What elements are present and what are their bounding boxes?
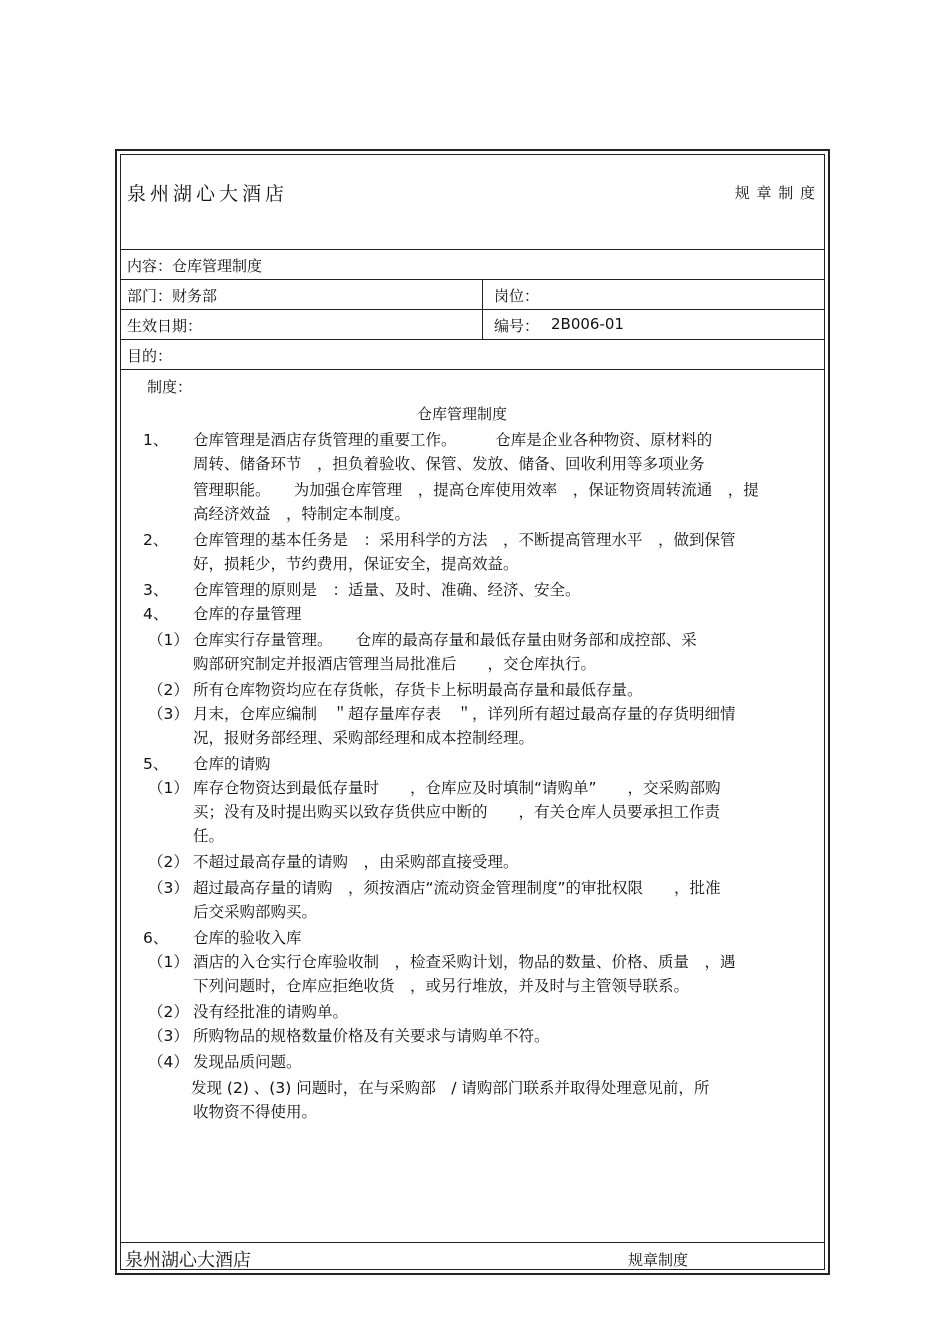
footer-hotel-name: 泉州湖心大酒店 <box>125 1250 251 1271</box>
body-text-line: 不超过最高存量的请购 ，由采购部直接受理。 <box>193 853 519 871</box>
footer-doc-type: 规章制度 <box>628 1251 689 1269</box>
body-text-line: 好，损耗少，节约费用，保证安全，提高效益。 <box>193 555 519 573</box>
date-row <box>121 310 824 340</box>
body-text-line: 发现品质问题。 <box>193 1053 302 1071</box>
system-title: 仓库管理制度 <box>417 405 508 423</box>
item-number: （1） <box>148 779 189 797</box>
body-text-line: 周转、储备环节 ，担负着验收、保管、发放、储备、回收利用等多项业务 <box>193 455 705 473</box>
item-number: （3） <box>148 879 189 897</box>
header-row <box>121 155 824 250</box>
body-text-line: 仓库管理是酒店存货管理的重要工作。 仓库是企业各种物资、原材料的 <box>193 431 713 449</box>
system-body <box>121 370 824 1243</box>
body-text-line: 购部研究制定并报酒店管理当局批准后 ，交仓库执行。 <box>193 655 597 673</box>
body-text-line: 仓库管理的原则是 ：适量、及时、准确、经济、安全。 <box>193 581 581 599</box>
item-number: 3、 <box>143 581 169 599</box>
item-number: 2、 <box>143 531 169 549</box>
footer-row <box>121 1243 824 1273</box>
body-text-line: 收物资不得使用。 <box>193 1103 318 1121</box>
column-divider <box>482 280 483 310</box>
column-divider <box>482 310 483 340</box>
body-text-line: 没有经批准的请购单。 <box>193 1003 349 1021</box>
body-text-line: 下列问题时，仓库应拒绝收货 ，或另行堆放，并及时与主管领导联系。 <box>193 977 690 995</box>
item-number: 1、 <box>143 431 169 449</box>
content-field: 内容：仓库管理制度 <box>127 257 263 275</box>
body-text-line: 仓库的请购 <box>193 755 271 773</box>
purpose-field: 目的： <box>127 347 173 365</box>
purpose-row <box>121 340 824 370</box>
body-text-line: 所购物品的规格数量价格及有关要求与请购单不符。 <box>193 1027 550 1045</box>
body-text-line: 所有仓库物资均应在存货帐，存货卡上标明最高存量和最低存量。 <box>193 681 643 699</box>
body-text-line: 超过最高存量的请购 ，须按酒店“流动资金管理制度”的审批权限 ，批准 <box>193 879 721 897</box>
item-number: （2） <box>148 681 189 699</box>
document-frame <box>115 149 830 1275</box>
body-text-line: 仓库实行存量管理。 仓库的最高存量和最低存量由财务部和成控部、采 <box>193 631 697 649</box>
body-text-line: 仓库的验收入库 <box>193 929 302 947</box>
hotel-name: 泉州湖心大酒店 <box>127 183 289 205</box>
effective-date-field: 生效日期： <box>127 317 203 335</box>
body-text-line: 况，报财务部经理、采购部经理和成本控制经理。 <box>193 729 535 747</box>
body-text-line: 月末，仓库应编制 ＂超存量库存表 ＂，详列所有超过最高存量的存货明细情 <box>193 705 736 723</box>
department-field: 部门：财务部 <box>127 287 218 305</box>
body-text-line: 酒店的入仓实行仓库验收制 ，检查采购计划，物品的数量、价格、质量 ，遇 <box>193 953 736 971</box>
code-value: 2B006-01 <box>551 315 624 333</box>
body-text-line: 后交采购部购买。 <box>193 903 318 921</box>
item-number: （1） <box>148 953 189 971</box>
code-label: 编号： <box>494 317 540 335</box>
body-text-line: 管理职能。 为加强仓库管理 ，提高仓库使用效率 ，保证物资周转流通 ，提 <box>193 481 759 499</box>
body-text-line: 库存仓物资达到最低存量时 ，仓库应及时填制“请购单” ，交采购部购 <box>193 779 721 797</box>
document-inner-frame <box>120 154 825 1270</box>
body-text-line: 发现 (2) 、(3) 问题时，在与采购部 / 请购部门联系并取得处理意见前，所 <box>191 1079 710 1097</box>
doc-type: 规 章 制 度 <box>734 184 816 202</box>
position-field: 岗位： <box>494 287 540 305</box>
item-number: （3） <box>148 705 189 723</box>
item-number: （2） <box>148 853 189 871</box>
item-number: 5、 <box>143 755 169 773</box>
item-number: （4） <box>148 1053 189 1071</box>
content-row <box>121 250 824 280</box>
item-number: 4、 <box>143 605 169 623</box>
system-label: 制度： <box>147 378 193 396</box>
department-row <box>121 280 824 310</box>
item-number: （2） <box>148 1003 189 1021</box>
body-text-line: 买；没有及时提出购买以致存货供应中断的 ，有关仓库人员要承担工作责 <box>193 803 721 821</box>
item-number: （1） <box>148 631 189 649</box>
item-number: （3） <box>148 1027 189 1045</box>
body-text-line: 仓库的存量管理 <box>193 605 302 623</box>
item-number: 6、 <box>143 929 169 947</box>
body-text-line: 任。 <box>193 827 225 845</box>
body-text-line: 仓库管理的基本任务是 ：采用科学的方法 ，不断提高管理水平 ，做到保管 <box>193 531 736 549</box>
body-text-line: 高经济效益 ，特制定本制度。 <box>193 505 411 523</box>
